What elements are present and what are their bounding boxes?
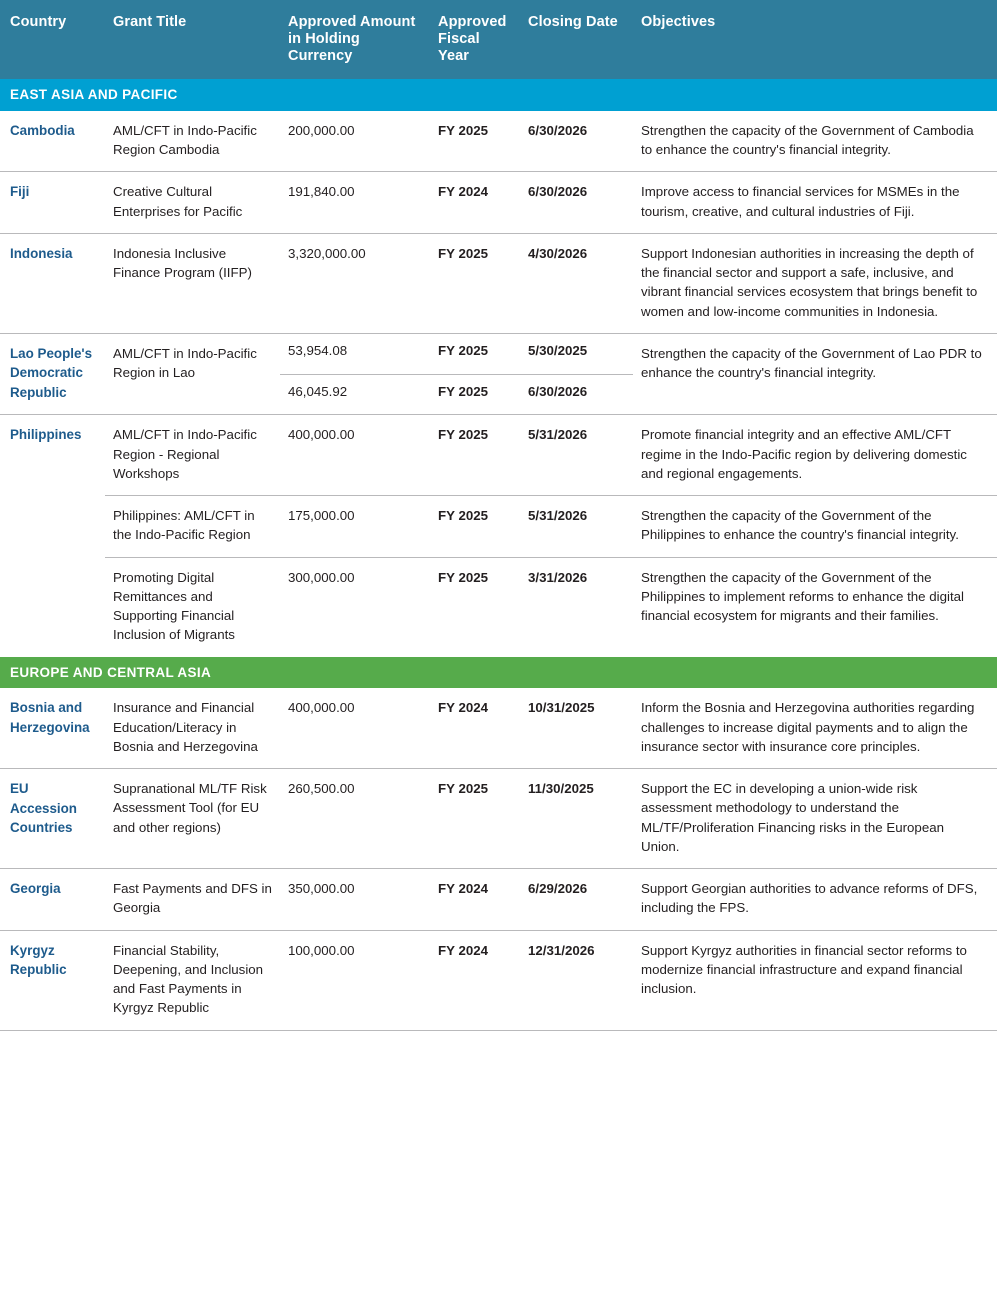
row-fiscal-year: FY 2024 <box>430 930 520 1030</box>
row-country[interactable]: Georgia <box>0 869 105 931</box>
region-band-east-asia-and-pacific <box>0 79 997 111</box>
table-row <box>0 111 997 172</box>
row-objective: Strengthen the capacity of the Government of Lao PDR to enhance the country's financial integrity. <box>633 334 997 415</box>
table-row <box>0 496 997 558</box>
row-grant-title: Supranational ML/TF Risk Assessment Tool (for EU and other regions) <box>105 769 280 869</box>
table-header <box>0 0 997 79</box>
row-amount: 175,000.00 <box>280 496 430 558</box>
row-objective: Inform the Bosnia and Herzegovina authorities regarding challenges to increase digital payments and to align the insurance sector with insurance core principles. <box>633 688 997 768</box>
row-country[interactable]: Kyrgyz Republic <box>0 930 105 1030</box>
column-header-approved-amount-line2: in Holding Currency <box>288 31 360 65</box>
row-closing-date: 6/30/2026 <box>520 172 633 234</box>
row-fiscal-year: FY 2025 <box>430 769 520 869</box>
row-grant-title: AML/CFT in Indo-Pacific Region in Lao <box>105 334 280 415</box>
row-grant-title: Insurance and Financial Education/Literacy in Bosnia and Herzegovina <box>105 688 280 768</box>
table-row <box>0 334 997 375</box>
row-objective: Strengthen the capacity of the Government of the Philippines to implement reforms to enhance the digital financial ecosystem for migrants and their families. <box>633 557 997 657</box>
row-amount-secondary: 46,045.92 <box>280 374 430 415</box>
row-closing-date: 10/31/2025 <box>520 688 633 768</box>
row-closing-date: 5/30/2025 <box>520 334 633 375</box>
row-fiscal-year: FY 2025 <box>430 334 520 375</box>
row-grant-title: Philippines: AML/CFT in the Indo-Pacific Region <box>105 496 280 558</box>
row-amount: 3,320,000.00 <box>280 233 430 333</box>
row-closing-date: 6/30/2026 <box>520 111 633 172</box>
row-amount: 53,954.08 <box>280 334 430 375</box>
row-fiscal-year: FY 2024 <box>430 869 520 931</box>
column-header-approved-amount-line1: Approved Amount <box>288 14 416 30</box>
row-country[interactable]: Cambodia <box>0 111 105 172</box>
row-amount: 100,000.00 <box>280 930 430 1030</box>
row-grant-title: Fast Payments and DFS in Georgia <box>105 869 280 931</box>
row-amount: 260,500.00 <box>280 769 430 869</box>
row-fiscal-year: FY 2025 <box>430 233 520 333</box>
row-objective: Support Kyrgyz authorities in financial sector reforms to modernize financial infrastructure and expand financial inclusion. <box>633 930 997 1030</box>
row-objective: Support the EC in developing a union-wide risk assessment methodology to understand the ML/TF/Proliferation Financing risks in the European Union. <box>633 769 997 869</box>
table-row <box>0 688 997 768</box>
column-header-fiscal-year-line1: Approved <box>438 14 507 30</box>
table-body <box>0 79 997 1030</box>
row-amount: 350,000.00 <box>280 869 430 931</box>
column-header-fiscal-year <box>430 0 520 79</box>
row-fiscal-year: FY 2025 <box>430 496 520 558</box>
row-closing-date: 5/31/2026 <box>520 496 633 558</box>
row-objective: Strengthen the capacity of the Government of Cambodia to enhance the country's financial integrity. <box>633 111 997 172</box>
column-header-fiscal-year-line2: Fiscal Year <box>438 31 480 65</box>
table-row <box>0 233 997 333</box>
row-fiscal-year: FY 2025 <box>430 557 520 657</box>
row-objective: Promote financial integrity and an effective AML/CFT regime in the Indo-Pacific region by delivering domestic and regional engagements. <box>633 415 997 496</box>
row-grant-title: Indonesia Inclusive Finance Program (IIFP) <box>105 233 280 333</box>
row-amount: 300,000.00 <box>280 557 430 657</box>
row-amount: 200,000.00 <box>280 111 430 172</box>
row-fiscal-year: FY 2025 <box>430 415 520 496</box>
row-closing-date-secondary: 6/30/2026 <box>520 374 633 415</box>
row-fiscal-year: FY 2024 <box>430 688 520 768</box>
region-label: EAST ASIA AND PACIFIC <box>0 79 997 111</box>
row-closing-date: 12/31/2026 <box>520 930 633 1030</box>
table-row <box>0 930 997 1030</box>
row-closing-date: 11/30/2025 <box>520 769 633 869</box>
row-grant-title: AML/CFT in Indo-Pacific Region - Regional Workshops <box>105 415 280 496</box>
row-objective: Support Georgian authorities to advance reforms of DFS, including the FPS. <box>633 869 997 931</box>
row-amount: 400,000.00 <box>280 688 430 768</box>
column-header-closing-date: Closing Date <box>520 0 633 79</box>
column-header-country: Country <box>0 0 105 79</box>
column-header-approved-amount <box>280 0 430 79</box>
row-fiscal-year-secondary: FY 2025 <box>430 374 520 415</box>
row-closing-date: 5/31/2026 <box>520 415 633 496</box>
row-objective: Support Indonesian authorities in increasing the depth of the financial sector and support a safe, inclusive, and vibrant financial services ecosystem that brings benefit to women and low-income communities in Indonesia. <box>633 233 997 333</box>
row-closing-date: 3/31/2026 <box>520 557 633 657</box>
table-row <box>0 769 997 869</box>
row-country[interactable]: Fiji <box>0 172 105 234</box>
row-country[interactable]: Bosnia and Herzegovina <box>0 688 105 768</box>
table-row <box>0 172 997 234</box>
row-closing-date: 6/29/2026 <box>520 869 633 931</box>
row-grant-title: AML/CFT in Indo-Pacific Region Cambodia <box>105 111 280 172</box>
table-row <box>0 869 997 931</box>
row-grant-title: Promoting Digital Remittances and Supporting Financial Inclusion of Migrants <box>105 557 280 657</box>
row-grant-title: Creative Cultural Enterprises for Pacific <box>105 172 280 234</box>
page-bottom-margin <box>0 1031 997 1077</box>
row-grant-title: Financial Stability, Deepening, and Inclusion and Fast Payments in Kyrgyz Republic <box>105 930 280 1030</box>
row-country[interactable]: Philippines <box>0 415 105 657</box>
column-header-grant-title: Grant Title <box>105 0 280 79</box>
row-country[interactable]: Indonesia <box>0 233 105 333</box>
header-row <box>0 0 997 79</box>
row-country[interactable]: Lao People's Democratic Republic <box>0 334 105 415</box>
row-fiscal-year: FY 2025 <box>430 111 520 172</box>
row-fiscal-year: FY 2024 <box>430 172 520 234</box>
table-row <box>0 557 997 657</box>
row-objective: Improve access to financial services for MSMEs in the tourism, creative, and cultural industries of Fiji. <box>633 172 997 234</box>
region-band-europe-and-central-asia <box>0 657 997 689</box>
table-row <box>0 415 997 496</box>
row-amount: 400,000.00 <box>280 415 430 496</box>
row-country[interactable]: EU Accession Countries <box>0 769 105 869</box>
row-closing-date: 4/30/2026 <box>520 233 633 333</box>
row-amount: 191,840.00 <box>280 172 430 234</box>
column-header-objectives: Objectives <box>633 0 997 79</box>
region-label: EUROPE AND CENTRAL ASIA <box>0 657 997 689</box>
row-objective: Strengthen the capacity of the Government of the Philippines to enhance the country's financial integrity. <box>633 496 997 558</box>
